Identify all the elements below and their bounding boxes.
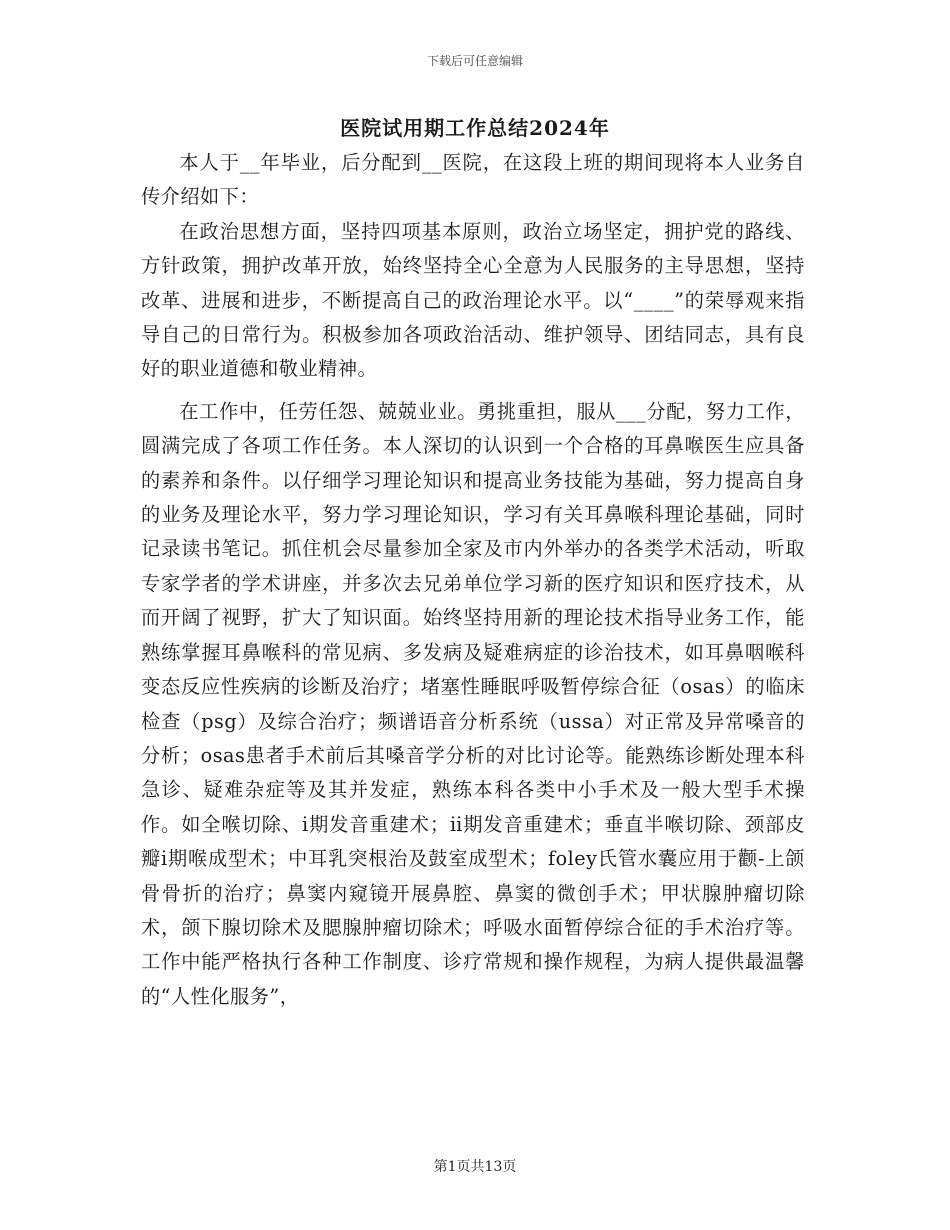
page-footer: 第1页共13页 [433,1159,517,1175]
document-title: 医院试用期工作总结2024年 [340,116,610,140]
document-body [141,146,805,1014]
paragraph-intro: 本人于__年毕业，后分配到__医院，在这段上班的期间现将本人业务自传介绍如下： [141,151,805,209]
paragraph-work: 在工作中，任劳任怨、兢兢业业。勇挑重担，服从___分配，努力工作，圆满完成了各项工作任务。本人深切的认识到一个合格的耳鼻喉医生应具备的素养和条件。以仔细学习理论知识和提高业务技能为基础，努力提高自身的业务及理论水平，努力学习理论知识，学习有关耳鼻喉科理论基础，同时记录读书笔记。抓住机会尽量参加全家及市内外举办的各类学术活动，听取专家学者的学术讲座，并多次去兄弟单位学习新的医疗知识和医疗技术，从而开阔了视野，扩大了知识面。始终坚持用新的理论技术指导业务工作，能熟练掌握耳鼻喉科的常见病、多发病及疑难病症的诊治技术，如耳鼻咽喉科变态反应性疾病的诊断及治疗；堵塞性睡眠呼吸暂停综合征（osas）的临床检查（psg）及综合治疗；频谱语音分析系统（ussa）对正常及异常嗓音的分析；osas患者手术前后其嗓音学分析的对比讨论等。能熟练诊断处理本科急诊、疑难杂症等及其并发症，熟练本科各类中小手术及一般大型手术操作。如全喉切除、ⅰ期发音重建术；ⅱ期发音重建术；垂直半喉切除、颈部皮瓣ⅰ期喉成型术；中耳乳突根治及鼓室成型术；foley氏管水囊应用于颧-上颌骨骨折的治疗；鼻窦内窥镜开展鼻腔、鼻窦的微创手术；甲状腺肿瘤切除术，颌下腺切除术及腮腺肿瘤切除术；呼吸水面暂停综合征的手术治疗等。工作中能严格执行各种工作制度、诊疗常规和操作规程，为病人提供最温馨的“人性化服务”， [141,399,805,1008]
header-note: 下载后可任意编辑 [426,54,523,68]
paragraph-politics: 在政治思想方面，坚持四项基本原则，政治立场坚定，拥护党的路线、方针政策，拥护改革开放，始终坚持全心全意为人民服务的主导思想，坚持改革、进展和进步，不断提高自己的政治理论水平。以“____”的荣辱观来指导自己的日常行为。积极参加各项政治活动、维护领导、团结同志，具有良好的职业道德和敬业精神。 [141,219,805,381]
